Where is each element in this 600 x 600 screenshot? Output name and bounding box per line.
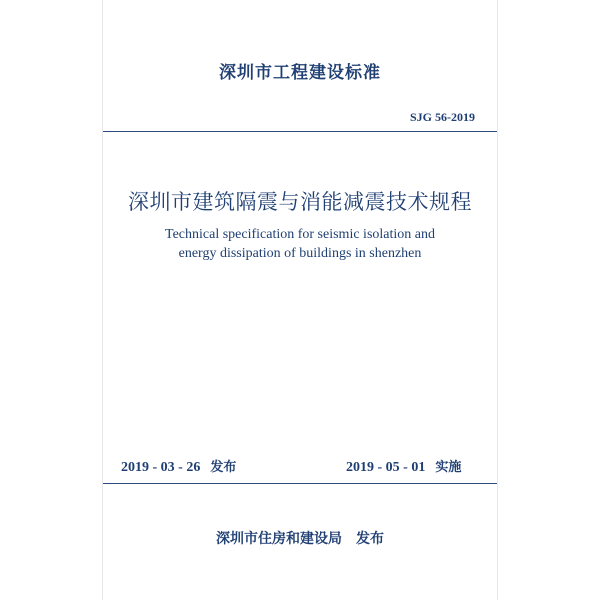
book-cover [102, 0, 498, 600]
publisher-line [103, 528, 497, 548]
issue-date: 2019 - 03 - 26 [121, 460, 201, 475]
title-chinese: 深圳市建筑隔震与消能减震技术规程 [128, 190, 472, 214]
standard-number: SJG 56-2019 [409, 110, 475, 124]
title-english-line-1: Technical specification for seismic isolation and [165, 227, 435, 242]
title-english-line-2: energy dissipation of buildings in shenzhen [178, 246, 422, 261]
effective-date: 2019 - 05 - 01 [346, 460, 426, 475]
effective-date-row [346, 456, 461, 476]
bottom-divider [103, 483, 497, 484]
publisher-label: 发布 [356, 531, 384, 547]
publisher-name: 深圳市住房和建设局 [216, 531, 342, 547]
effective-label: 实施 [435, 460, 462, 475]
title-english [103, 225, 497, 263]
issue-label: 发布 [210, 460, 237, 475]
top-divider [103, 131, 497, 132]
issue-date-row [121, 456, 236, 476]
series-title: 深圳市工程建设标准 [219, 63, 381, 83]
